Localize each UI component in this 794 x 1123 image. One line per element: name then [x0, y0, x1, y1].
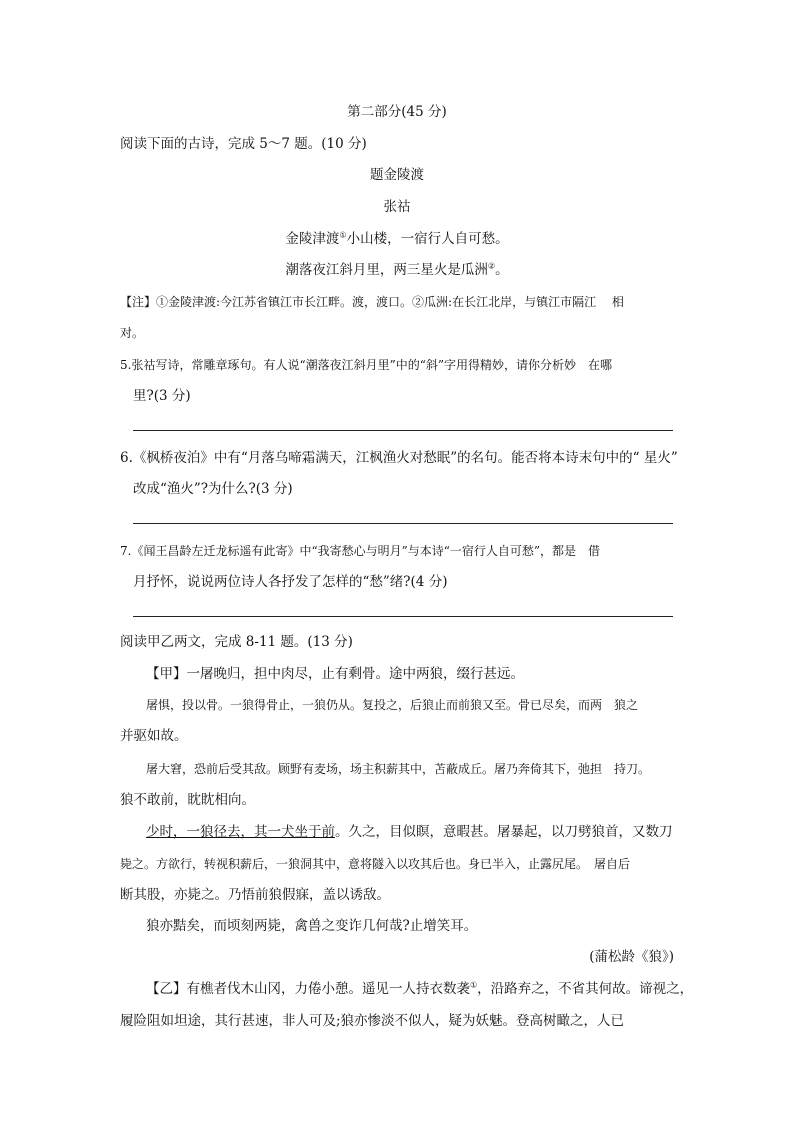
answer-line[interactable]: [133, 523, 673, 524]
answer-line[interactable]: [133, 616, 673, 617]
poem-title: 题金陵渡: [370, 167, 424, 183]
poem-line-1: 金陵津渡①小山楼，一宿行人自可愁。: [285, 230, 509, 247]
underlined-sentence: 少时，一狼径去，其一犬坐于前: [146, 824, 335, 840]
footnote-mark: ①: [470, 980, 478, 990]
section-instruction: 阅读下面的古诗，完成 5～7 题。(10 分): [120, 136, 367, 152]
question-7-line-2: 月抒怀，说说两位诗人各抒发了怎样的“愁”绪?(4 分): [133, 574, 448, 590]
text-jia-paragraph-1: 【甲】一屠晚归，担中肉尽，止有剩骨。途中两狼，缀行甚远。: [146, 666, 524, 682]
question-6-line-2: 改成“渔火”?为什么?(3 分): [133, 481, 293, 497]
text-jia-paragraph-2-cont: 并驱如故。: [120, 728, 188, 744]
text-jia-paragraph-3: 屠大窘，恐前后受其敌。顾野有麦场，场主积薪其中，苫蔽成丘。屠乃奔倚其下，弛担 持刀。: [146, 762, 651, 776]
footnote-mark: ①: [339, 230, 347, 240]
question-7-line-1: 7.《闻王昌龄左迁龙标遥有此寄》中“我寄愁心与明月”与本诗“一宿行人自可愁”，都是 借: [120, 544, 600, 558]
section-title: 第二部分(45 分): [347, 104, 447, 120]
text-jia-paragraph-4: 少时，一狼径去，其一犬坐于前。久之，目似瞑，意暇甚。屠暴起，以刀劈狼首，又数刀: [146, 824, 673, 840]
text-yi-line-2: 履险阻如坦途，其行甚速，非人可及;狼亦惨淡不似人，疑为妖魅。登高树瞰之，人已: [120, 1013, 625, 1029]
note-line-1: 【注】①金陵津渡:今江苏省镇江市长江畔。渡，渡口。②瓜洲:在长江北岸，与镇江市隔江 相: [120, 295, 624, 309]
text-jia-paragraph-2: 屠惧，投以骨。一狼得骨止，一狼仍从。复投之，后狼止而前狼又至。骨已尽矣，而两 狼之: [146, 698, 639, 712]
question-5-line-2: 里?(3 分): [133, 388, 191, 404]
answer-line[interactable]: [133, 430, 673, 431]
question-6-line-1: 6.《枫桥夜泊》中有“月落乌啼霜满天，江枫渔火对愁眠”的名句。能否将本诗末句中的“ 星火”: [120, 450, 678, 466]
reading-instruction: 阅读甲乙两文，完成 8-11 题。(13 分): [120, 634, 353, 650]
question-5-line-1: 5.张祜写诗，常雕章琢句。有人说“潮落夜江斜月里”中的“斜”字用得精妙，请你分析妙 在哪: [120, 358, 612, 372]
text-jia-paragraph-5: 狼亦黠矣，而顷刻两毙，禽兽之变诈几何哉?止增笑耳。: [146, 918, 478, 934]
text-yi-line-1: 【乙】有樵者伐木山冈，力倦小憩。遥见一人持衣数袭①，沿路弃之，不省其何故。谛视之，: [146, 980, 694, 997]
text-jia-paragraph-3-cont: 狼不敢前，眈眈相向。: [120, 792, 255, 808]
note-line-2: 对。: [120, 326, 145, 340]
poem-line-2: 潮落夜江斜月里，两三星火是瓜洲②。: [285, 261, 509, 278]
text-jia-paragraph-4-cont: 毙之。方欲行，转视积薪后，一狼洞其中，意将隧入以攻其后也。身已半入，止露尻尾。 屠自后: [120, 857, 631, 871]
text-jia-paragraph-4-cont-2: 断其股，亦毙之。乃悟前狼假寐，盖以诱敌。: [120, 887, 390, 903]
text-jia-source: (蒲松龄《狼》): [589, 949, 674, 965]
poem-author: 张祜: [383, 199, 411, 215]
footnote-mark: ②: [487, 261, 496, 271]
